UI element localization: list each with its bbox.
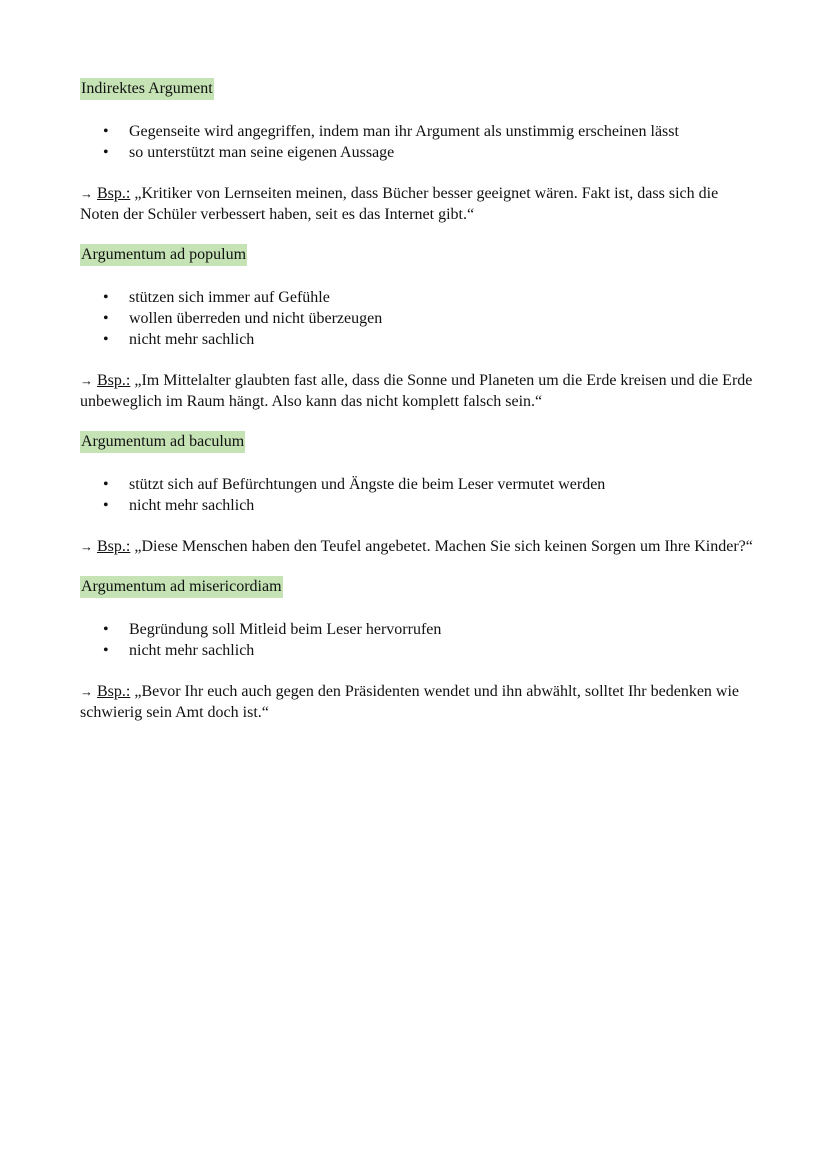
arrow-icon: → [80, 684, 93, 699]
example-paragraph [80, 681, 760, 723]
list-item [80, 640, 719, 661]
example-paragraph [80, 183, 760, 225]
example-text: „Diese Menschen haben den Teufel angebetet. Machen Sie sich keinen Sorgen um Ihre Kinder?“ [134, 538, 753, 555]
bullet-icon: • [103, 144, 109, 161]
example-label: Bsp.: [97, 538, 131, 555]
list-item [80, 287, 719, 308]
document-page [80, 78, 760, 723]
example-label: Bsp.: [97, 683, 131, 700]
bullet-icon: • [103, 123, 109, 140]
section-heading: Argumentum ad populum [80, 244, 247, 266]
list-item [80, 474, 719, 495]
arrow-icon: → [80, 186, 93, 201]
list-item-text: stützen sich immer auf Gefühle [129, 289, 330, 306]
example-text: „Im Mittelalter glaubten fast alle, dass die Sonne und Planeten um die Erde kreisen und die Erde unbeweglich im Raum hängt. Also kann das nicht komplett falsch sein.“ [80, 372, 753, 410]
section-argumentum-ad-populum [80, 244, 760, 412]
section-argumentum-ad-baculum [80, 431, 760, 557]
list-item [80, 329, 719, 350]
bullet-icon: • [103, 310, 109, 327]
list-item-text: Gegenseite wird angegriffen, indem man ihr Argument als unstimmig erscheinen lässt [129, 123, 679, 140]
section-heading: Argumentum ad baculum [80, 431, 245, 453]
list-item-text: nicht mehr sachlich [129, 331, 255, 348]
bullet-icon: • [103, 621, 109, 638]
list-item-text: nicht mehr sachlich [129, 642, 255, 659]
list-item [80, 619, 719, 640]
bullet-icon: • [103, 289, 109, 306]
list-item-text: Begründung soll Mitleid beim Leser hervorrufen [129, 621, 442, 638]
example-text: „Kritiker von Lernseiten meinen, dass Bücher besser geeignet wären. Fakt ist, dass sich die Noten der Schüler verbessert haben, seit es das Internet gibt.“ [80, 185, 719, 223]
bullet-icon: • [103, 642, 109, 659]
bullet-icon: • [103, 497, 109, 514]
section-argumentum-ad-misericordiam [80, 576, 760, 723]
list-item-text: stützt sich auf Befürchtungen und Ängste die beim Leser vermutet werden [129, 476, 606, 493]
arrow-icon: → [80, 373, 93, 388]
example-paragraph [80, 536, 760, 557]
bullet-list [80, 619, 760, 661]
section-heading: Indirektes Argument [80, 78, 214, 100]
list-item [80, 495, 719, 516]
bullet-list [80, 121, 760, 163]
list-item-text: nicht mehr sachlich [129, 497, 255, 514]
list-item-text: wollen überreden und nicht überzeugen [129, 310, 383, 327]
list-item-text: so unterstützt man seine eigenen Aussage [129, 144, 395, 161]
bullet-icon: • [103, 331, 109, 348]
bullet-icon: • [103, 476, 109, 493]
bullet-list [80, 287, 760, 350]
example-text: „Bevor Ihr euch auch gegen den Präsidenten wendet und ihn abwählt, solltet Ihr bedenken wie schwierig sein Amt doch ist.“ [80, 683, 740, 721]
list-item [80, 142, 719, 163]
section-heading: Argumentum ad misericordiam [80, 576, 283, 598]
example-label: Bsp.: [97, 185, 131, 202]
bullet-list [80, 474, 760, 516]
list-item [80, 121, 719, 142]
example-paragraph [80, 370, 760, 412]
arrow-icon: → [80, 539, 93, 554]
list-item [80, 308, 719, 329]
example-label: Bsp.: [97, 372, 131, 389]
section-indirektes-argument [80, 78, 760, 225]
